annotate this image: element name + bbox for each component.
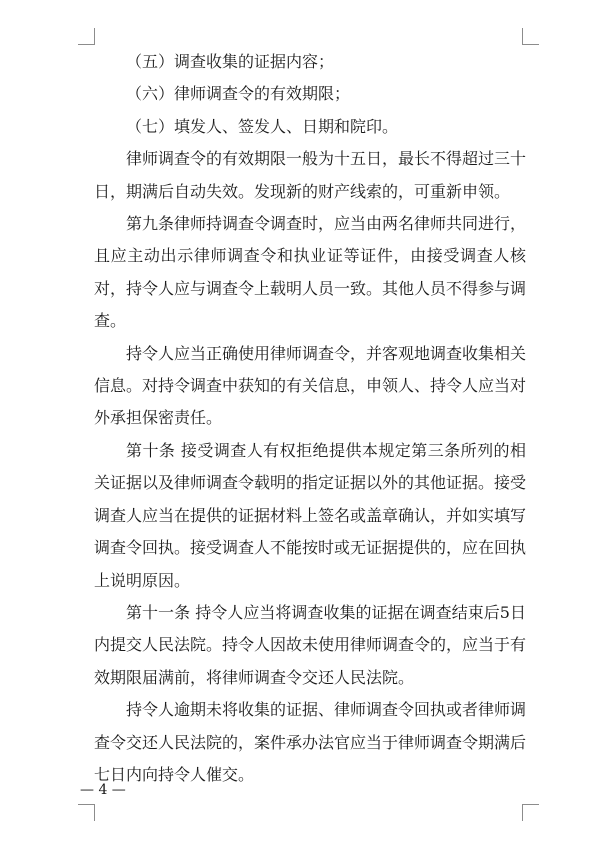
paragraph-confidentiality: 持令人应当正确使用律师调查令，并客观地调查收集相关信息。对持令调查中获知的有关信息，申领人、持令人应当对外承担保密责任。 <box>94 343 527 428</box>
crop-mark-top-right <box>522 28 539 45</box>
document-body <box>94 46 526 791</box>
crop-mark-bottom-left <box>78 804 95 821</box>
crop-mark-top-left <box>78 28 95 45</box>
article-10: 第十条 接受调查人有权拒绝提供本规定第三条所列的相关证据以及律师调查令载明的指定证据以外的其他证据。接受调查人应当在提供的证据材料上签名或盖章确认，并如实填写调查令回执。接受调查人不能按时或无证据提供的，应在回执上说明原因。 <box>94 440 527 590</box>
list-item-six: （六）律师调查令的有效期限； <box>126 84 351 104</box>
paragraph-validity-period: 律师调查令的有效期限一般为十五日，最长不得超过三十日，期满后自动失效。发现新的财产线索的，可重新申领。 <box>94 149 527 201</box>
article-11: 第十一条 持令人应当将调查收集的证据在调查结束后5日内提交人民法院。持令人因故未使用律师调查令的，应当于有效期限届满前，将律师调查令交还人民法院。 <box>94 602 527 687</box>
list-item-seven: （七）填发人、签发人、日期和院印。 <box>126 116 399 136</box>
list-item-five: （五）调查收集的证据内容； <box>126 52 335 71</box>
article-9: 第九条律师持调查令调查时，应当由两名律师共同进行，且应主动出示律师调查令和执业证等证件，由接受调查人核对，持令人应与调查令上载明人员一致。其他人员不得参与调查。 <box>94 214 527 331</box>
crop-mark-bottom-right <box>522 804 539 821</box>
page-number: — 4 — <box>80 782 126 798</box>
paragraph-overdue-return: 持令人逾期未将收集的证据、律师调查令回执或者律师调查令交还人民法院的，案件承办法官应当于律师调查令期满后七日内向持令人催交。 <box>94 700 527 784</box>
